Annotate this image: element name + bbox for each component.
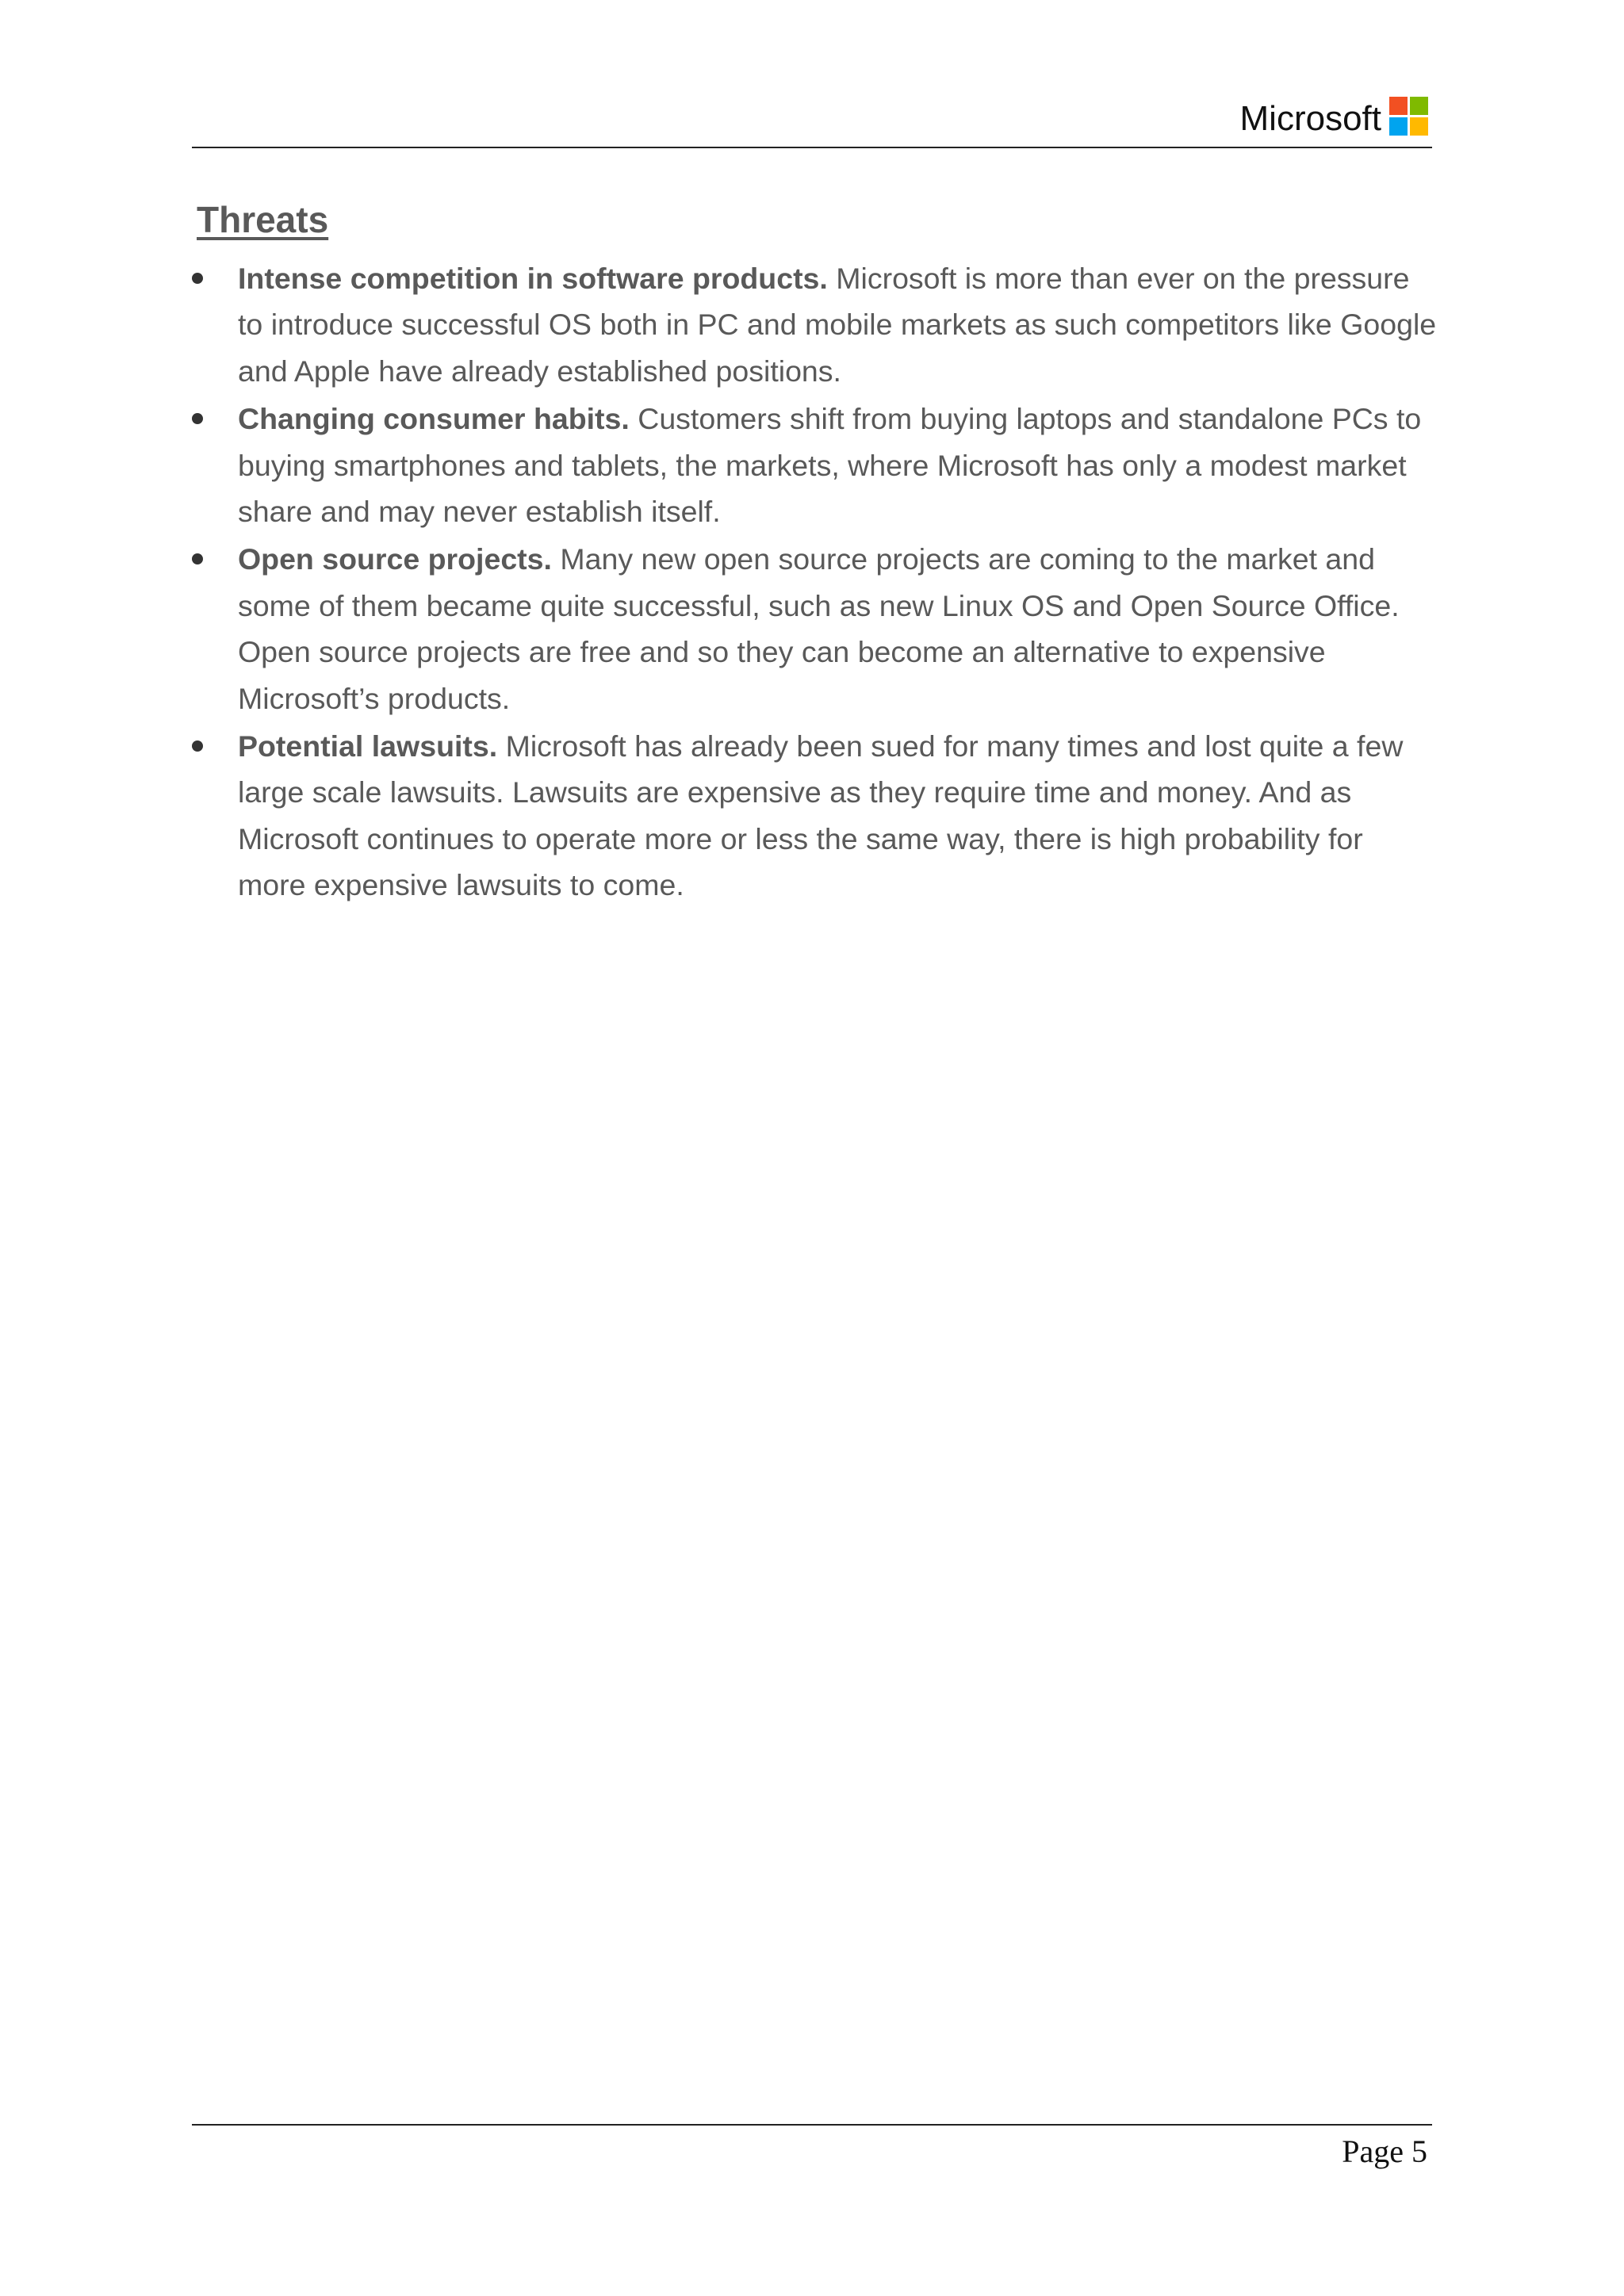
bullet-icon: [192, 413, 203, 424]
logo-tile-yellow: [1410, 117, 1428, 136]
bullet-lead: Potential lawsuits.: [238, 729, 498, 763]
bullet-icon: [192, 273, 203, 284]
bullet-lead: Changing consumer habits.: [238, 402, 630, 436]
bullet-icon: [192, 553, 203, 564]
logo-tile-green: [1410, 97, 1428, 115]
section-title: Threats: [197, 199, 329, 240]
bullet-lead: Intense competition in software products.: [238, 262, 828, 295]
bullet-text: Microsoft is more than ever on the pressure to introduce successful OS both in PC and mobile markets as such competitors like Google and Apple have already established positions.: [238, 262, 1437, 388]
threats-list: [192, 255, 1437, 910]
microsoft-logo-icon: [1389, 97, 1429, 136]
logo-tile-red: [1389, 97, 1408, 115]
header-title: Microsoft: [1239, 99, 1381, 138]
bullet-text: Customers shift from buying laptops and standalone PCs to buying smartphones and tablets, the markets, where Microsoft has only a modest market share and may never establish itself.: [238, 402, 1422, 529]
page-header: [192, 94, 1432, 149]
bullet-text: Microsoft has already been sued for many times and lost quite a few large scale lawsuits. Lawsuits are expensive as they require time and money. And as Microsoft continues to operate more or less the same way, there is high probability for more expensive lawsuits to come.: [238, 729, 1404, 902]
page-number: Page 5: [1342, 2133, 1427, 2169]
bullet-icon: [192, 740, 203, 752]
logo-tile-blue: [1389, 117, 1408, 136]
bullet-text: Many new open source projects are coming to the market and some of them became quite successful, such as new Linux OS and Open Source Office. Open source projects are free and so they can become an alternative to expensive Microsoft’s products.: [238, 542, 1400, 715]
list-item: [192, 723, 1437, 909]
list-item: [192, 396, 1437, 534]
bullet-lead: Open source projects.: [238, 542, 552, 576]
footer-divider: [192, 2124, 1432, 2126]
list-item: [192, 255, 1437, 394]
list-item: [192, 536, 1437, 721]
header-divider: [192, 147, 1432, 148]
